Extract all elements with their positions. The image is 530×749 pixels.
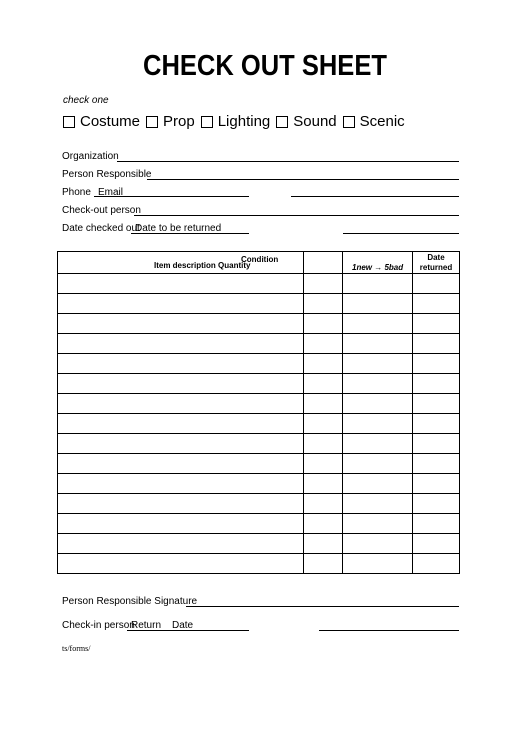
- condition-cell[interactable]: [343, 334, 413, 354]
- category-costume[interactable]: Costume: [63, 113, 140, 130]
- table-row: [58, 494, 460, 514]
- return-label: Return: [131, 620, 162, 631]
- person-responsible-field[interactable]: [147, 179, 459, 180]
- checkbox-icon[interactable]: [63, 116, 75, 128]
- table-row: [58, 414, 460, 434]
- table-row: [58, 294, 460, 314]
- condition-cell[interactable]: [343, 394, 413, 414]
- category-prop[interactable]: Prop: [146, 113, 195, 130]
- date-returned-cell[interactable]: [413, 554, 460, 574]
- quantity-cell[interactable]: [304, 274, 343, 294]
- quantity-cell[interactable]: [304, 454, 343, 474]
- quantity-header: [304, 252, 343, 274]
- date-to-be-returned-label: Date to be returned: [135, 223, 222, 234]
- condition-cell[interactable]: [343, 554, 413, 574]
- condition-scale-header: 1new → 5bad: [343, 252, 413, 274]
- item-cell[interactable]: [58, 374, 304, 394]
- signature-label: Person Responsible Signature: [62, 596, 198, 607]
- item-cell[interactable]: [58, 414, 304, 434]
- quantity-cell[interactable]: [304, 354, 343, 374]
- quantity-cell[interactable]: [304, 534, 343, 554]
- person-responsible-label: Person Responsible: [62, 169, 152, 180]
- item-cell[interactable]: [58, 354, 304, 374]
- quantity-cell[interactable]: [304, 474, 343, 494]
- item-quantity-header: Item description Quantity Condition: [58, 252, 304, 274]
- item-cell[interactable]: [58, 294, 304, 314]
- category-scenic[interactable]: Scenic: [343, 113, 405, 130]
- checkbox-icon[interactable]: [201, 116, 213, 128]
- condition-cell[interactable]: [343, 434, 413, 454]
- date-returned-cell[interactable]: [413, 334, 460, 354]
- page-title: CHECK OUT SHEET: [143, 50, 387, 82]
- item-cell[interactable]: [58, 314, 304, 334]
- phone-label: Phone: [62, 187, 91, 198]
- item-cell[interactable]: [58, 534, 304, 554]
- item-cell[interactable]: [58, 274, 304, 294]
- checkbox-icon[interactable]: [146, 116, 158, 128]
- checkout-person-field[interactable]: [134, 215, 459, 216]
- quantity-cell[interactable]: [304, 394, 343, 414]
- phone-field[interactable]: [94, 196, 249, 197]
- date-returned-cell[interactable]: [413, 274, 460, 294]
- item-cell[interactable]: [58, 494, 304, 514]
- date-returned-cell[interactable]: [413, 314, 460, 334]
- date-returned-header: Date returned: [413, 252, 460, 274]
- condition-cell[interactable]: [343, 294, 413, 314]
- table-row: [58, 274, 460, 294]
- quantity-cell[interactable]: [304, 434, 343, 454]
- quantity-cell[interactable]: [304, 514, 343, 534]
- items-table: [57, 251, 460, 574]
- date-returned-cell[interactable]: [413, 374, 460, 394]
- condition-cell[interactable]: [343, 274, 413, 294]
- table-row: [58, 554, 460, 574]
- quantity-cell[interactable]: [304, 494, 343, 514]
- date-returned-cell[interactable]: [413, 514, 460, 534]
- date-returned-cell[interactable]: [413, 354, 460, 374]
- date-returned-cell[interactable]: [413, 534, 460, 554]
- table-row: [58, 374, 460, 394]
- quantity-cell[interactable]: [304, 414, 343, 434]
- checkbox-icon[interactable]: [343, 116, 355, 128]
- organization-label: Organization: [62, 151, 119, 162]
- table-row: [58, 334, 460, 354]
- checkin-person-field[interactable]: [127, 630, 249, 631]
- date-returned-cell[interactable]: [413, 434, 460, 454]
- signature-field[interactable]: [186, 606, 459, 607]
- email-label: Email: [98, 187, 124, 198]
- date-checked-out-field[interactable]: [131, 233, 249, 234]
- checkbox-icon[interactable]: [276, 116, 288, 128]
- table-row: [58, 514, 460, 534]
- check-one-label: check one: [63, 95, 109, 106]
- table-row: [58, 354, 460, 374]
- return-date-field[interactable]: [319, 630, 459, 631]
- item-cell[interactable]: [58, 554, 304, 574]
- date-checked-out-label: Date checked out: [62, 223, 140, 234]
- condition-cell[interactable]: [343, 414, 413, 434]
- return-date-label: Date: [172, 620, 194, 631]
- category-sound[interactable]: Sound: [276, 113, 336, 130]
- table-header-row: [58, 252, 460, 274]
- quantity-cell[interactable]: [304, 314, 343, 334]
- table-row: [58, 434, 460, 454]
- condition-cell[interactable]: [343, 474, 413, 494]
- condition-cell[interactable]: [343, 494, 413, 514]
- item-cell[interactable]: [58, 454, 304, 474]
- date-returned-cell[interactable]: [413, 474, 460, 494]
- quantity-cell[interactable]: [304, 374, 343, 394]
- category-checkboxes: [63, 113, 411, 130]
- table-row: [58, 534, 460, 554]
- quantity-cell[interactable]: [304, 294, 343, 314]
- organization-field[interactable]: [117, 161, 459, 162]
- condition-cell[interactable]: [343, 534, 413, 554]
- date-returned-cell[interactable]: [413, 294, 460, 314]
- quantity-cell[interactable]: [304, 554, 343, 574]
- date-returned-cell[interactable]: [413, 454, 460, 474]
- table-row: [58, 454, 460, 474]
- table-row: [58, 394, 460, 414]
- condition-cell[interactable]: [343, 514, 413, 534]
- table-row: [58, 314, 460, 334]
- condition-cell[interactable]: [343, 314, 413, 334]
- date-returned-cell[interactable]: [413, 414, 460, 434]
- category-lighting[interactable]: Lighting: [201, 113, 271, 130]
- table-row: [58, 474, 460, 494]
- checkout-person-label: Check-out person: [62, 205, 141, 216]
- date-returned-cell[interactable]: [413, 394, 460, 414]
- item-cell[interactable]: [58, 434, 304, 454]
- item-cell[interactable]: [58, 394, 304, 414]
- quantity-cell[interactable]: [304, 334, 343, 354]
- item-cell[interactable]: [58, 474, 304, 494]
- email-field[interactable]: [291, 196, 459, 197]
- checkin-person-label: Check-in person: [62, 620, 135, 631]
- date-returned-cell[interactable]: [413, 494, 460, 514]
- condition-cell[interactable]: [343, 454, 413, 474]
- item-cell[interactable]: [58, 514, 304, 534]
- item-cell[interactable]: [58, 334, 304, 354]
- footer-path: ts/forms/: [62, 644, 91, 653]
- condition-cell[interactable]: [343, 374, 413, 394]
- condition-cell[interactable]: [343, 354, 413, 374]
- date-to-be-returned-field[interactable]: [343, 233, 459, 234]
